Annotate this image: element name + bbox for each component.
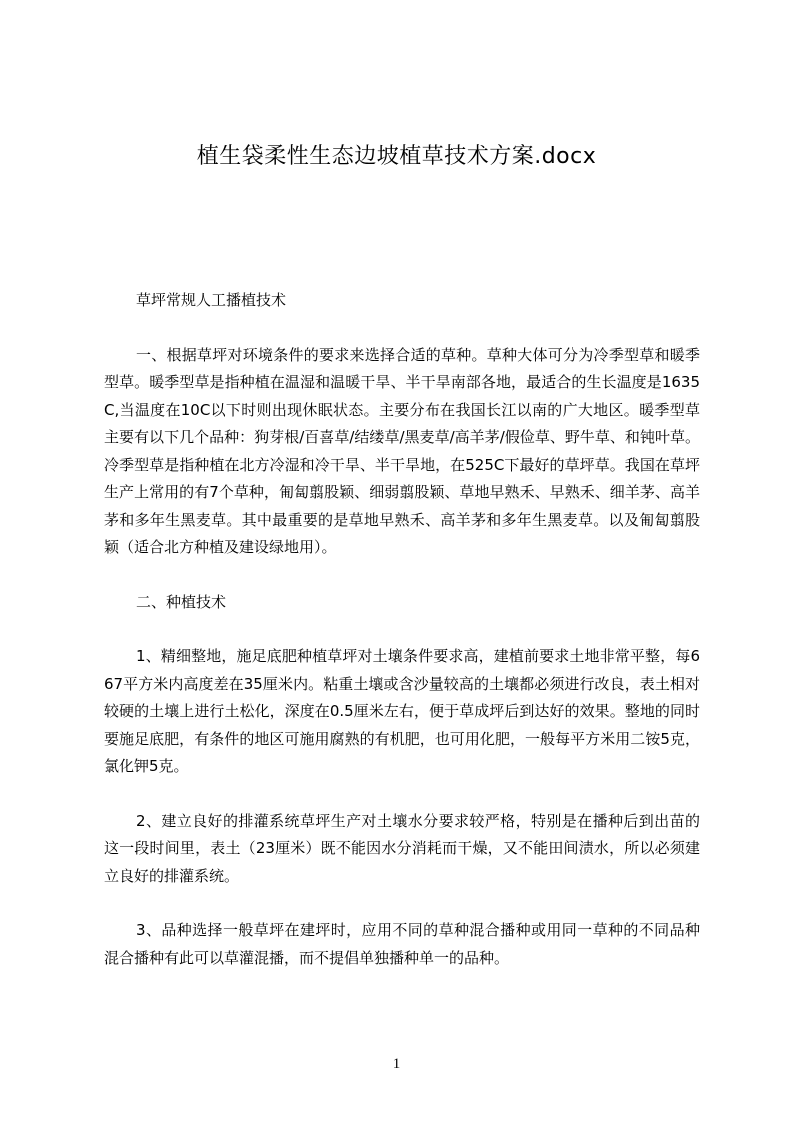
page-number: 1 (392, 1056, 401, 1072)
document-title: 植生袋柔性生态边坡植草技术方案.docx (196, 144, 597, 169)
paragraph-soil-preparation: 1、精细整地，施足底肥种植草坪对土壤条件要求高，建植前要求土地非常平整，每667平方米内高度差在35厘米内。粘重土壤或含沙量较高的土壤都必须进行改良，表土相对较硬的土壤上进行土松化，深度在0.5厘米左右，便于草成坪后到达好的效果。整地的同时要施足底肥，有条件的地区可施用腐熟的有机肥，也可用化肥，一般每平方米用二铵5克，氯化钾5克。 (104, 647, 700, 775)
section-heading-planting: 二、种植技术 (136, 592, 227, 611)
document-body (104, 287, 700, 972)
paragraph-variety-selection: 3、品种选择一般草坪在建坪时，应用不同的草种混合播种或用同一草种的不同品种混合播种有此可以草灌混播，而不提倡单独播种单一的品种。 (104, 921, 700, 967)
paragraph-grass-selection: 一、根据草坪对环境条件的要求来选择合适的草种。草种大体可分为冷季型草和暖季型草。暖季型草是指种植在温湿和温暖干旱、半干旱南部各地，最适合的生长温度是1635C,当温度在10C以下时则出现休眠状态。主要分布在我国长江以南的广大地区。暖季型草主要有以下几个品种：狗芽根/百喜草/结缕草/黑麦草/高羊茅/假俭草、野牛草、和钝叶草。冷季型草是指种植在北方冷湿和冷干旱、半干旱地，在525C下最好的草坪草。我国在草坪生产上常用的有7个草种，匍匐翦股颖、细弱翦股颖、草地早熟禾、早熟禾、细羊茅、高羊茅和多年生黑麦草。其中最重要的是草地早熟禾、高羊茅和多年生黑麦草。以及匍匐翦股颖（适合北方种植及建设绿地用）。 (104, 345, 700, 556)
section-heading-main: 草坪常规人工播植技术 (136, 291, 287, 309)
paragraph-irrigation: 2、建立良好的排灌系统草坪生产对土壤水分要求较严格，特别是在播种后到出苗的这一段时间里，表土（23厘米）既不能因水分消耗而干燥，又不能田间渍水，所以必须建立良好的排灌系统。 (104, 811, 700, 885)
